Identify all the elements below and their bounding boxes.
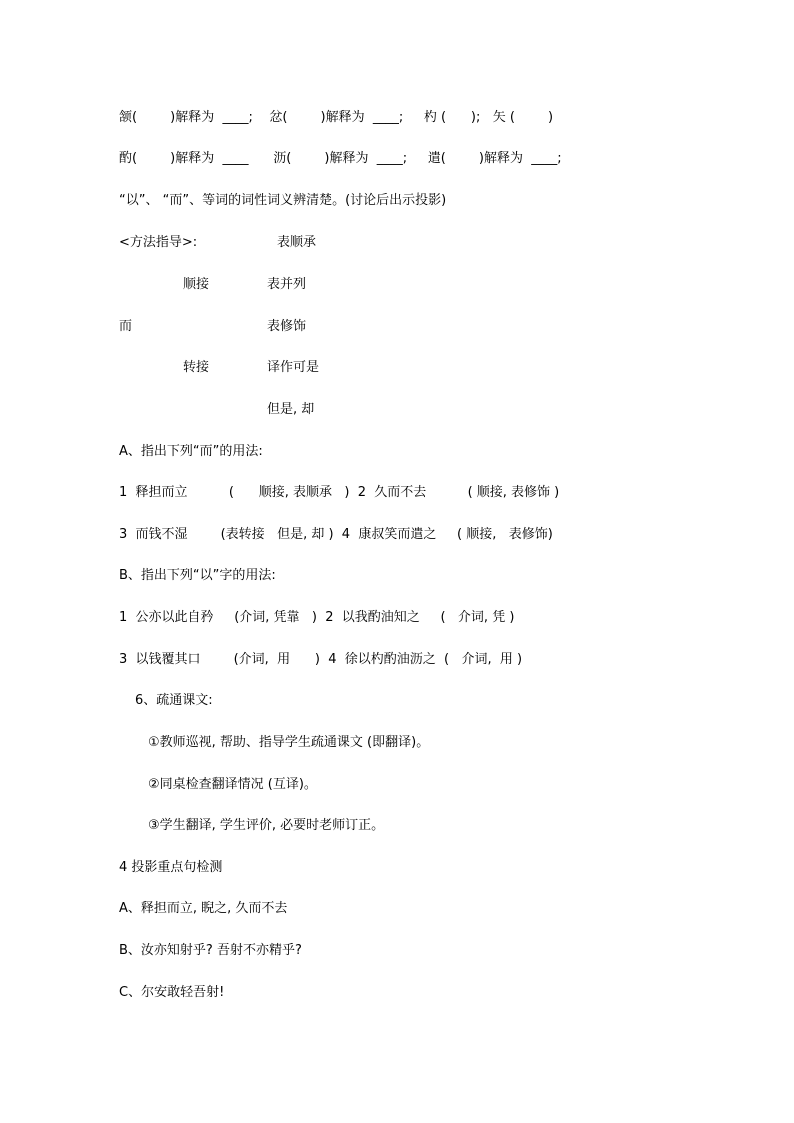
section-a-heading: A、指出下列“而”的用法: <box>119 444 263 459</box>
projection-sentence-b: B、汝亦知射乎? 吾射不亦精乎? <box>119 943 302 958</box>
usage-biao-xiushi: 表修饰 <box>267 319 307 334</box>
step-6-item-2: ②同桌检查翻译情况 (互译)。 <box>148 777 317 792</box>
usage-biao-shuncheng: 表顺承 <box>277 235 317 250</box>
projection-sentence-a: A、释担而立, 睨之, 久而不去 <box>119 901 288 916</box>
method-guide-label: <方法指导>: <box>119 235 198 250</box>
step-6-item-1: ①教师巡视, 帮助、指导学生疏通课文 (即翻译)。 <box>148 735 430 750</box>
usage-shunjie: 顺接 <box>183 277 210 292</box>
section-b-item-1: 1 公亦以此自矜 (介词, 凭靠 ) 2 以我酌油知之 ( 介词, 凭 ) <box>119 610 515 625</box>
usage-danshi-que: 但是, 却 <box>267 402 315 417</box>
section-a-item-2: 3 而钱不湿 (表转接 但是, 却 ) 4 康叔笑而遣之 ( 顺接, 表修饰) <box>119 527 553 542</box>
vocab-line-2: 酌( )解释为 ____ 沥( )解释为 ____; 遣( )解释为 ____; <box>119 151 562 166</box>
section-b-heading: B、指出下列“以”字的用法: <box>119 568 276 583</box>
projection-heading: 4 投影重点句检测 <box>119 860 223 875</box>
projection-sentence-c: C、尔安敢轻吾射! <box>119 985 225 1000</box>
section-b-item-2: 3 以钱覆其口 (介词, 用 ) 4 徐以杓酌油沥之 ( 介词, 用 ) <box>119 652 523 667</box>
vocab-line-1: 颔( )解释为 ____; 忿( )解释为 ____; 杓 ( ); 矢 ( ) <box>119 110 554 125</box>
step-6-heading: 6、疏通课文: <box>135 693 213 708</box>
usage-yizuo-keshi: 译作可是 <box>267 360 320 375</box>
usage-zhuanjie: 转接 <box>183 360 210 375</box>
instruction-line: “以”、 “而”、等词的词性词义辨清楚。(讨论后出示投影) <box>119 193 447 208</box>
usage-biao-binglie: 表并列 <box>267 277 307 292</box>
usage-er: 而 <box>119 319 133 334</box>
step-6-item-3: ③学生翻译, 学生评价, 必要时老师订正。 <box>148 818 385 833</box>
section-a-item-1: 1 释担而立 ( 顺接, 表顺承 ) 2 久而不去 ( 顺接, 表修饰 ) <box>119 485 560 500</box>
